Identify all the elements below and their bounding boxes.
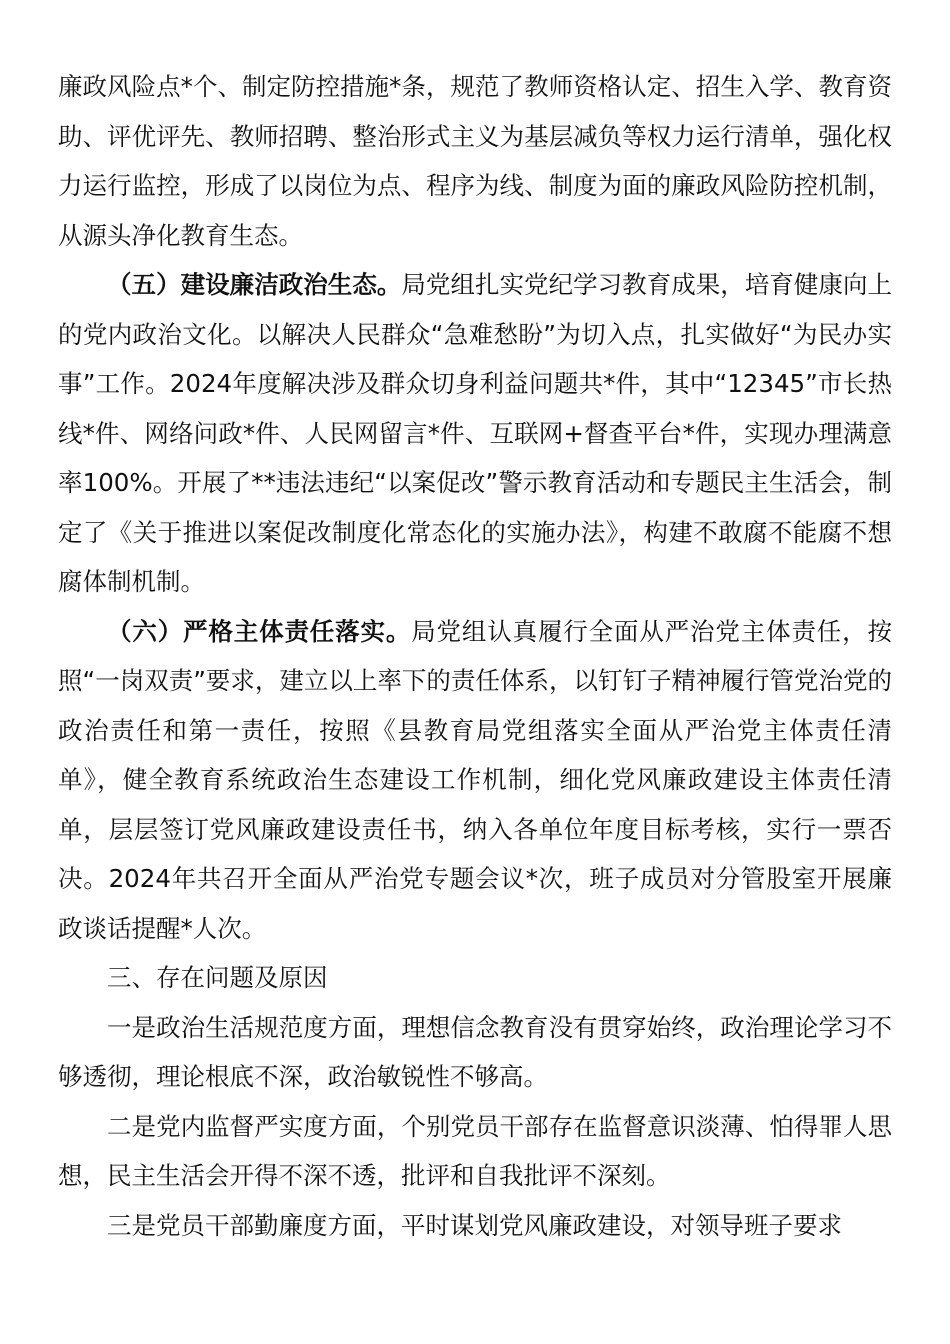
paragraph-text: 一是政治生活规范度方面，理想信念教育没有贯穿始终，政治理论学习不够透彻，理论根底不深，政治敏锐性不够高。 [58, 1012, 892, 1091]
section-title-problems [58, 953, 892, 1003]
paragraph-main-responsibility [58, 607, 892, 954]
paragraph-text: 二是党内监督严实度方面，个别党员干部存在监督意识淡薄、怕得罪人思想，民主生活会开得不深不透，批评和自我批评不深刻。 [58, 1111, 892, 1190]
paragraph-problem-two [58, 1102, 892, 1201]
section-heading-six: （六）严格主体责任落实。 [107, 616, 412, 646]
paragraph-problem-one [58, 1003, 892, 1102]
document-body [58, 62, 892, 1250]
paragraph-text: 局党组扎实党纪学习教育成果，培育健康向上的党内政治文化。以解决人民群众“急难愁盼”为切入点，扎实做好“为民办实事”工作。2024年度解决涉及群众切身利益问题共*件，其中“12345”市长热线*件、网络问政*件、人民网留言*件、互联网+督查平台*件，实现办理满意率100%。开展了**违法违纪“以案促改”警示教育活动和专题民主生活会，制定了《关于推进以案促改制度化常态化的实施办法》，构建不敢腐不能腐不想腐体制机制。 [58, 270, 893, 596]
paragraph-risk-control [58, 62, 892, 260]
paragraph-clean-politics [58, 260, 892, 607]
section-heading-five: （五）建设廉洁政治生态。 [107, 270, 402, 299]
section-title-text: 三、存在问题及原因 [107, 963, 328, 992]
paragraph-text: 廉政风险点*个、制定防控措施*条，规范了教师资格认定、招生入学、教育资助、评优评先、教师招聘、整治形式主义为基层减负等权力运行清单，强化权力运行监控，形成了以岗位为点、程序为线、制度为面的廉政风险防控机制，从源头净化教育生态。 [58, 72, 892, 250]
paragraph-text: 三是党员干部勤廉度方面，平时谋划党风廉政建设，对领导班子要求 [107, 1210, 842, 1240]
paragraph-text: 局党组认真履行全面从严治党主体责任，按照“一岗双责”要求，建立以上率下的责任体系，以钉钉子精神履行管党治党的政治责任和第一责任，按照《县教育局党组落实全面从严治党主体责任清单》，健全教育系统政治生态建设工作机制，细化党风廉政建设主体责任清单，层层签订党风廉政建设责任书，纳入各单位年度目标考核，实行一票否决。2024年共召开全面从严治党专题会议*次，班子成员对分管股室开展廉政谈话提醒*人次。 [58, 616, 893, 943]
paragraph-problem-three [58, 1201, 892, 1251]
